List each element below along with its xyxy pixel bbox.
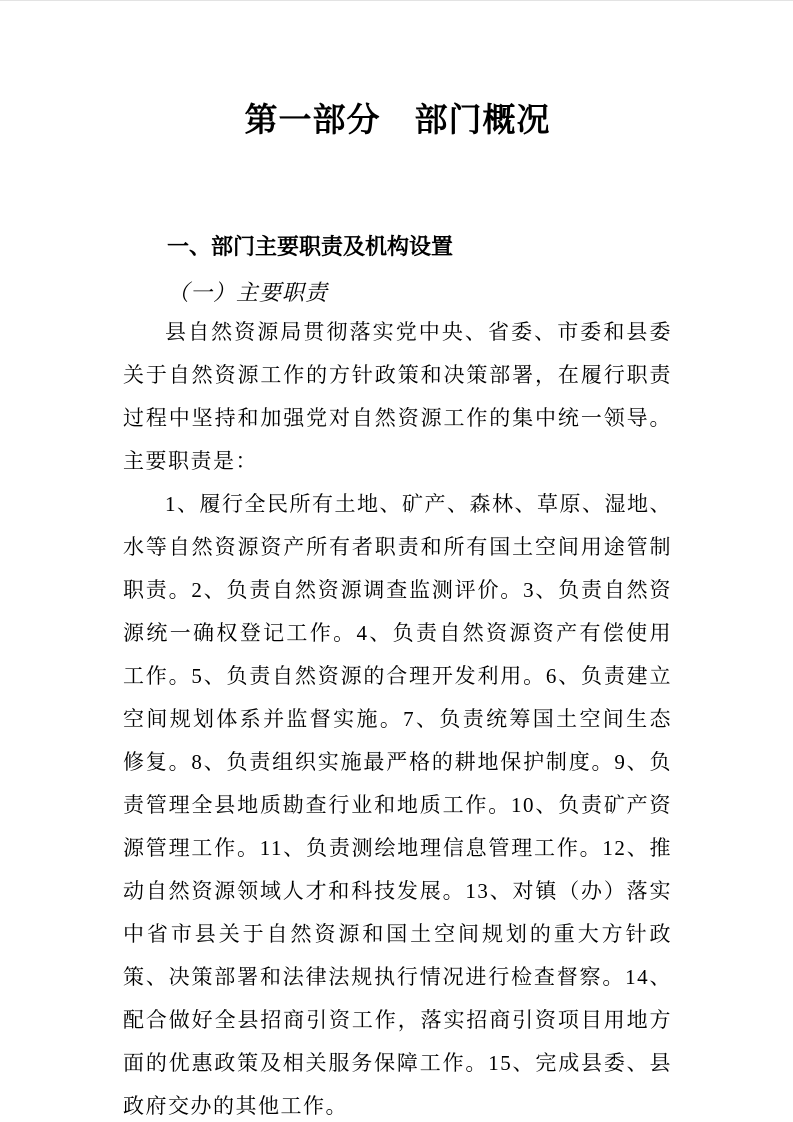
- page-title: 第一部分 部门概况: [244, 103, 551, 139]
- subsection-heading: （一）主要职责: [167, 280, 329, 305]
- section-heading: 一、部门主要职责及机构设置: [167, 234, 454, 259]
- body-text: [123, 311, 672, 1122]
- paragraph-intro: 县自然资源局贯彻落实党中央、省委、市委和县委关于自然资源工作的方针政策和决策部署，在履行职责过程中坚持和加强党对自然资源工作的集中统一领导。主要职责是：: [123, 320, 672, 473]
- paragraph-duties: 1、履行全民所有土地、矿产、森林、草原、湿地、水等自然资源资产所有者职责和所有国土空间用途管制职责。2、负责自然资源调查监测评价。3、负责自然资源统一确权登记工作。4、负责自然资源资产有偿使用工作。5、负责自然资源的合理开发利用。6、负责建立空间规划体系并监督实施。7、负责统筹国土空间生态修复。8、负责组织实施最严格的耕地保护制度。9、负责管理全县地质勘查行业和地质工作。10、负责矿产资源管理工作。11、负责测绘地理信息管理工作。12、推动自然资源领域人才和科技发展。13、对镇（办）落实中省市县关于自然资源和国土空间规划的重大方针政策、决策部署和法律法规执行情况进行检查督察。14、配合做好全县招商引资工作，落实招商引资项目用地方面的优惠政策及相关服务保障工作。15、完成县委、县政府交办的其他工作。: [123, 492, 672, 1118]
